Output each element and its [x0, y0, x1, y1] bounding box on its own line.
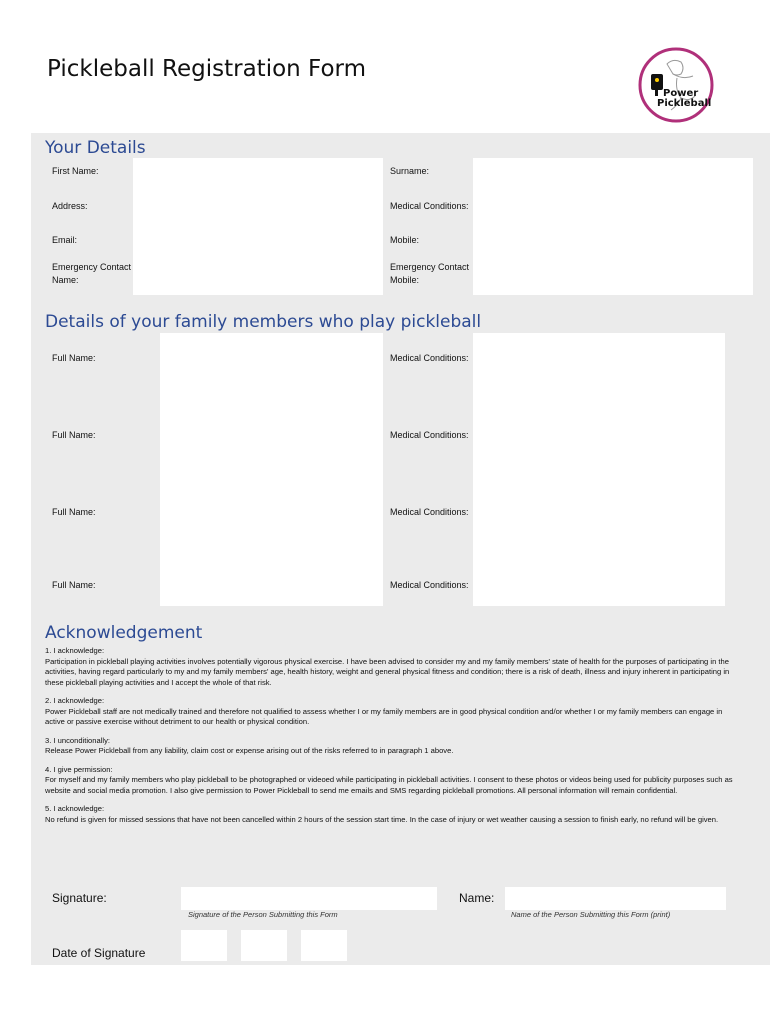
- ack-item-2: [45, 696, 735, 728]
- member-4-full-name-label: Full Name:: [45, 564, 160, 606]
- ack-item-3-body: Release Power Pickleball from any liability, claim cost or expense arising out of the risks referred to in paragraph 1 above.: [45, 746, 454, 755]
- ack-item-4-body: For myself and my family members who play pickleball to be photographed or videoed while participating in pickleball activities. I consent to these photos or videos being used for publicity purposes such as website and social media promotion. I also give permission to Power Pickleball to send me emails and SMS regarding pickleball promotions. All personal information will remain confidential.: [45, 775, 733, 795]
- member-4-medical-field[interactable]: [473, 564, 725, 606]
- emergency-contact-mobile-label: Emergency Contact Mobile:: [383, 253, 473, 295]
- ack-item-3: [45, 736, 735, 757]
- logo-line1: Power: [663, 88, 699, 99]
- date-year-field[interactable]: [301, 930, 347, 961]
- acknowledgement-text: [45, 646, 735, 833]
- surname-label: Surname:: [383, 158, 473, 185]
- member-3-extra-medical-field[interactable]: [473, 538, 725, 564]
- member-3-medical-field[interactable]: [473, 487, 725, 538]
- email-label: Email:: [45, 227, 133, 253]
- mobile-field[interactable]: [473, 227, 753, 253]
- member-2-extra-field[interactable]: [160, 461, 383, 487]
- first-name-field[interactable]: [133, 158, 383, 185]
- date-day-field[interactable]: [181, 930, 227, 961]
- ack-item-2-body: Power Pickleball staff are not medically trained and therefore not qualified to assess whether I or my family members are in good physical condition and/or whether I or my family members can engage in active or passive exercise without detriment to our health or physical condition.: [45, 706, 723, 726]
- address-label: Address:: [45, 185, 133, 227]
- member-4-full-name-field[interactable]: [160, 564, 383, 606]
- logo-line2: Pickleball: [657, 98, 712, 109]
- member-1-extra-field[interactable]: [160, 384, 383, 410]
- member-3-full-name-label: Full Name:: [45, 487, 160, 538]
- emergency-contact-name-label: Emergency Contact Name:: [45, 253, 133, 295]
- your-details-heading: Your Details: [45, 138, 146, 158]
- member-1-medical-field[interactable]: [473, 333, 725, 384]
- member-1-medical-label: Medical Conditions:: [383, 333, 473, 384]
- mobile-label: Mobile:: [383, 227, 473, 253]
- member-2-extra-medical-field[interactable]: [473, 461, 725, 487]
- ack-item-5-head: 5. I acknowledge:: [45, 804, 105, 813]
- member-3-extra-field[interactable]: [160, 538, 383, 564]
- ack-item-4-head: 4. I give permission:: [45, 764, 113, 774]
- name-label: Name:: [459, 891, 495, 905]
- surname-field[interactable]: [473, 158, 753, 185]
- ack-item-4: [45, 765, 735, 797]
- name-hint: Name of the Person Submitting this Form (print): [511, 910, 671, 919]
- ack-item-2-head: 2. I acknowledge:: [45, 696, 105, 705]
- member-1-extra-medical-field[interactable]: [473, 384, 725, 410]
- email-field[interactable]: [133, 227, 383, 253]
- ack-item-5-body: No refund is given for missed sessions that have not been cancelled within 2 hours of the session start time. In the case of injury or wet weather causing a session to finish early, no refund will be given.: [45, 814, 719, 824]
- first-name-label: First Name:: [45, 158, 133, 185]
- member-2-full-name-field[interactable]: [160, 410, 383, 461]
- ack-item-3-head: 3. I unconditionally:: [45, 735, 111, 745]
- emergency-contact-mobile-field[interactable]: [473, 253, 753, 295]
- family-members-table: [45, 333, 725, 606]
- your-details-table: [45, 158, 753, 295]
- date-of-signature-label: Date of Signature: [52, 946, 146, 960]
- signature-field[interactable]: [181, 887, 437, 910]
- family-members-heading: Details of your family members who play pickleball: [45, 312, 482, 332]
- ack-item-5: [45, 804, 735, 825]
- member-2-medical-label: Medical Conditions:: [383, 410, 473, 461]
- member-1-full-name-field[interactable]: [160, 333, 383, 384]
- emergency-contact-name-field[interactable]: [133, 253, 383, 295]
- member-4-medical-label: Medical Conditions:: [383, 564, 473, 606]
- medical-conditions-label: Medical Conditions:: [383, 185, 473, 227]
- member-3-full-name-field[interactable]: [160, 487, 383, 538]
- signature-hint: Signature of the Person Submitting this Form: [188, 910, 338, 919]
- ack-item-1-head: 1. I acknowledge:: [45, 646, 105, 655]
- ack-item-1-body: Participation in pickleball playing activities involves potentially vigorous physical exercise. I have been advised to consider my and my family members' state of health for the purposes of participating in the activities, having regard particularly to my and my family members' age, health history, weight and general physical fitness and condition; there is a risk of death, illness and injury inherent in participating in these pickleball playing activities and I accept the whole of that risk.: [45, 656, 730, 687]
- name-field[interactable]: [505, 887, 726, 910]
- page-title: Pickleball Registration Form: [47, 56, 366, 82]
- ack-item-1: [45, 646, 735, 688]
- acknowledgement-heading: Acknowledgement: [45, 623, 203, 643]
- signature-label: Signature:: [52, 891, 107, 905]
- power-pickleball-logo: [637, 46, 715, 124]
- address-field[interactable]: [133, 185, 383, 227]
- member-2-medical-field[interactable]: [473, 410, 725, 461]
- medical-conditions-field[interactable]: [473, 185, 753, 227]
- member-3-medical-label: Medical Conditions:: [383, 487, 473, 538]
- member-1-full-name-label: Full Name:: [45, 333, 160, 384]
- date-month-field[interactable]: [241, 930, 287, 961]
- member-2-full-name-label: Full Name:: [45, 410, 160, 461]
